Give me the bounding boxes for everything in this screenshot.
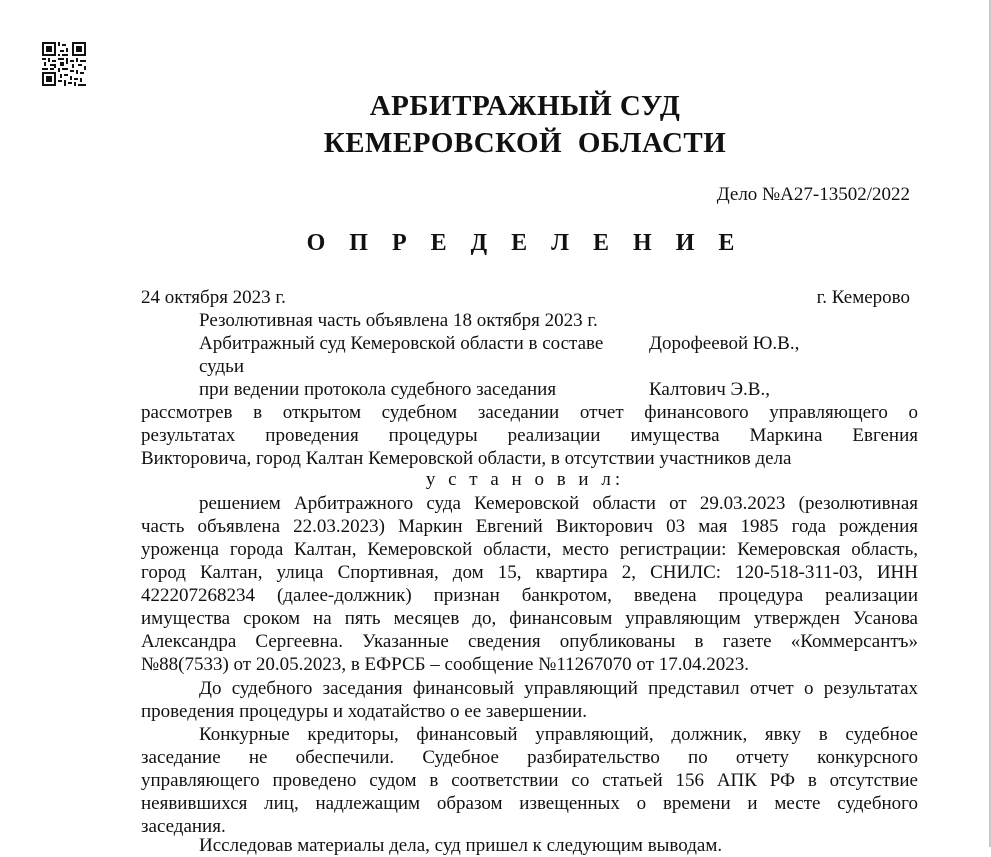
qr-code-icon bbox=[42, 42, 86, 86]
resolution-announced: Резолютивная часть объявлена 18 октября 2023 г. bbox=[199, 310, 598, 331]
paragraph-line: управляющего проведено судом в соответствии со статьей 156 АПК РФ в отсутствие bbox=[141, 770, 918, 791]
paragraph-line: заседания. bbox=[141, 816, 226, 837]
paragraph-line: №88(7533) от 20.05.2023, в ЕФРСБ – сообщение №11267070 от 17.04.2023. bbox=[141, 654, 749, 675]
court-name-line2: КЕМЕРОВСКОЙ ОБЛАСТИ bbox=[323, 127, 727, 159]
document-title: О П Р Е Д Е Л Е Н И Е bbox=[306, 230, 744, 256]
court-name-line1: АРБИТРАЖНЫЙ СУД bbox=[369, 90, 681, 122]
paragraph-line: До судебного заседания финансовый управляющий представил отчет о результатах bbox=[199, 678, 918, 699]
established-heading: у с т а н о в и л: bbox=[425, 469, 625, 490]
secretary-label: при ведении протокола судебного заседания bbox=[199, 379, 557, 400]
intro-line: рассмотрев в открытом судебном заседании отчет финансового управляющего о bbox=[141, 402, 918, 423]
secretary-name: Калтович Э.В., bbox=[649, 379, 770, 400]
paragraph-line: решением Арбитражного суда Кемеровской области от 29.03.2023 (резолютивная bbox=[199, 493, 918, 514]
judge-name: Дорофеевой Ю.В., bbox=[649, 333, 800, 354]
paragraph-line: заседание не обеспечили. Судебное разбирательство по отчету конкурсного bbox=[141, 747, 918, 768]
paragraph-line: неявившихся лиц, надлежащим образом извещенных о времени и месте судебного bbox=[141, 793, 918, 814]
document-city: г. Кемерово bbox=[816, 287, 910, 308]
document-date: 24 октября 2023 г. bbox=[141, 287, 286, 308]
paragraph-line: проведения процедуры и ходатайство о ее завершении. bbox=[141, 701, 587, 722]
judge-label: судьи bbox=[199, 356, 244, 377]
composition-label: Арбитражный суд Кемеровской области в составе bbox=[199, 333, 604, 354]
paragraph-line: город Калтан, улица Спортивная, дом 15, квартира 2, СНИЛС: 120-518-311-03, ИНН bbox=[141, 562, 918, 583]
paragraph-line: имущества сроком на пять месяцев до, финансовым управляющим утвержден Усанова bbox=[141, 608, 918, 629]
case-number: Дело №А27-13502/2022 bbox=[716, 184, 910, 205]
paragraph-line: 422207268234 (далее-должник) признан банкротом, введена процедура реализации bbox=[141, 585, 918, 606]
paragraph-line-cut: Исследовав материалы дела, суд пришел к следующим выводам. bbox=[199, 835, 723, 856]
paragraph-line: Конкурные кредиторы, финансовый управляющий, должник, явку в судебное bbox=[199, 724, 918, 745]
intro-line: Викторовича, город Калтан Кемеровской области, в отсутствии участников дела bbox=[141, 448, 792, 469]
paragraph-line: часть объявлена 22.03.2023) Маркин Евгений Викторович 03 мая 1985 года рождения bbox=[141, 516, 918, 537]
paragraph-line: Александра Сергеевна. Указанные сведения опубликованы в газете «Коммерсантъ» bbox=[141, 631, 918, 652]
intro-line: результатах проведения процедуры реализации имущества Маркина Евгения bbox=[141, 425, 918, 446]
paragraph-line: уроженца города Калтан, Кемеровской области, место регистрации: Кемеровская область, bbox=[141, 539, 918, 560]
